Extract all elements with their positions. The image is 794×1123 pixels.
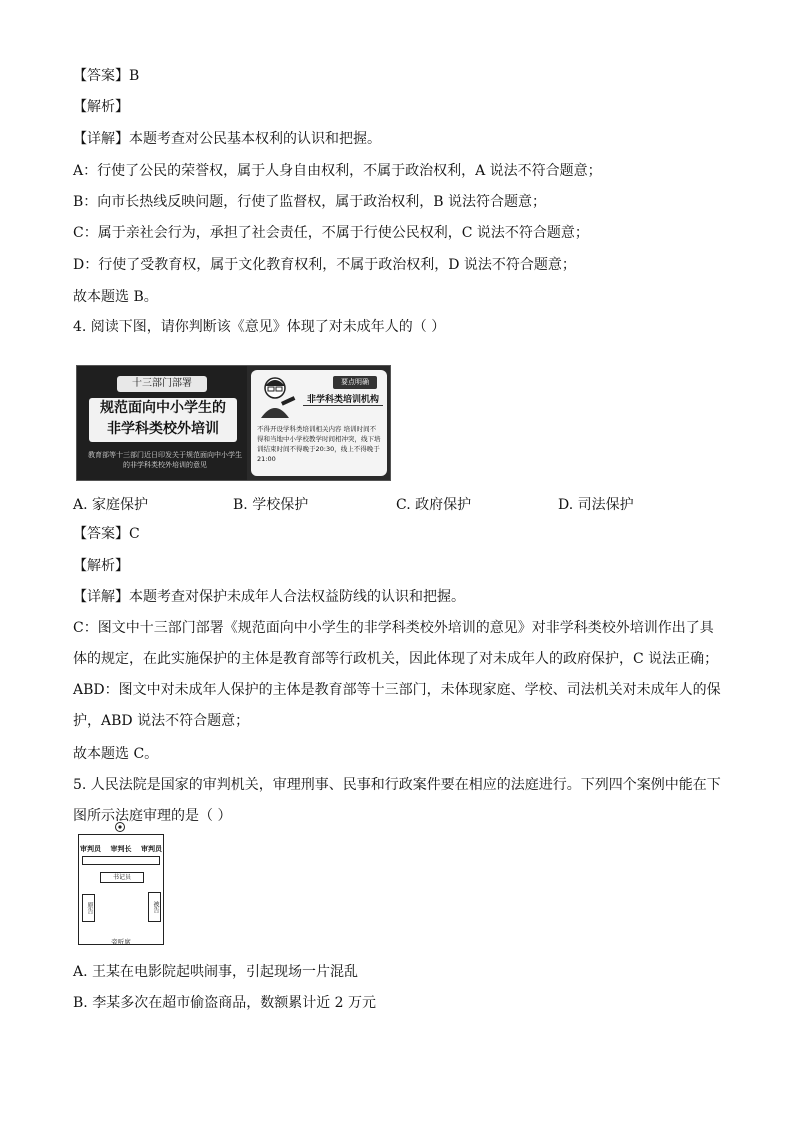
defendant-seat: 被告: [148, 892, 161, 922]
q4-analysis: 【解析】: [73, 558, 129, 574]
poster-left-panel: [77, 366, 247, 480]
q3-detail: 【详解】本题考查对公民基本权利的认识和把握。: [73, 131, 381, 147]
q5-question: 5. 人民法院是国家的审判机关，审理刑事、民事和行政案件要在相应的法庭进行。下列四个案例中能在下图所示法庭审理的是（ ）: [73, 777, 721, 824]
audience-gallery: 旁听席: [111, 938, 131, 946]
poster-title-line2: 非学科类校外培训: [107, 421, 219, 437]
q4-option-c: C. 政府保护: [396, 497, 472, 513]
judges-row: [80, 844, 162, 854]
person-illustration-icon: [255, 374, 299, 420]
poster-title: [89, 398, 237, 442]
poster-tag2: 要点明确: [333, 376, 377, 389]
chief-judge-label: 审判长: [110, 845, 132, 853]
q3-line-b: B：向市长热线反映问题，行使了监督权，属于政治权利，B 说法符合题意；: [73, 194, 547, 210]
q4-detail: 【详解】本题考查对保护未成年人合法权益防线的认识和把握。: [73, 589, 465, 605]
q3-conclusion: 故本题选 B。: [73, 289, 158, 305]
poster-tag: 十三部门部署: [117, 376, 207, 392]
q4-explain-abd: ABD：图文中对未成年人保护的主体是教育部等十三部门，未体现家庭、学校、司法机关对未成年人的保护，ABD 说法不符合题意；: [73, 682, 721, 729]
q3-answer: 【答案】B: [73, 68, 140, 84]
q4-explain-c: C：图文中十三部门部署《规范面向中小学生的非学科类校外培训的意见》对非学科类校外培训作出了具体的规定，在此实施保护的主体是教育部等行政机关，因此体现了对未成年人的政府保护，C 说法正确；: [73, 620, 719, 667]
q4-option-d: D. 司法保护: [558, 497, 634, 513]
plaintiff-seat: 原告: [82, 894, 95, 922]
q3-line-c: C：属于亲社会行为，承担了社会责任，不属于行使公民权利，C 说法不符合题意；: [73, 225, 589, 241]
poster-subtitle: 教育部等十三部门近日印发关于规范面向中小学生的非学科类校外培训的意见: [88, 451, 242, 469]
q3-line-d: D：行使了受教育权，属于文化教育权利，不属于政治权利，D 说法不符合题意；: [73, 257, 576, 273]
poster-title-line1: 规范面向中小学生的: [100, 400, 226, 416]
poster-body: 不得开设学科类培训相关内容 培训时间不得和当地中小学校教学时间相冲突，线下培训结束时间不得晚于20:30，线上不得晚于21:00: [257, 425, 381, 463]
q5-option-a: A. 王某在电影院起哄闹事，引起现场一片混乱: [73, 964, 359, 980]
poster-right-panel: [251, 370, 387, 476]
judge-left-label: 审判员: [80, 845, 101, 853]
q3-analysis: 【解析】: [73, 99, 129, 115]
q4-poster-figure: [76, 365, 391, 481]
poster-heading: 非学科类培训机构: [303, 392, 383, 406]
national-emblem-icon: [114, 822, 126, 832]
judge-right-label: 审判员: [141, 845, 162, 853]
q4-answer: 【答案】C: [73, 526, 140, 542]
q4-option-a: A. 家庭保护: [73, 497, 149, 513]
judges-bench: [82, 856, 160, 865]
q3-line-a: A：行使了公民的荣誉权，属于人身自由权利，不属于政治权利，A 说法不符合题意；: [73, 163, 602, 179]
audience-divider: [78, 944, 164, 945]
q4-conclusion: 故本题选 C。: [73, 746, 159, 762]
q5-option-b: B. 李某多次在超市偷盗商品，数额累计近 2 万元: [73, 995, 376, 1011]
q4-option-b: B. 学校保护: [233, 497, 309, 513]
clerk-desk: 书记员: [100, 872, 144, 883]
q4-question: 4. 阅读下图，请你判断该《意见》体现了对未成年人的（ ）: [73, 319, 446, 335]
q5-courtroom-figure: [76, 820, 166, 948]
